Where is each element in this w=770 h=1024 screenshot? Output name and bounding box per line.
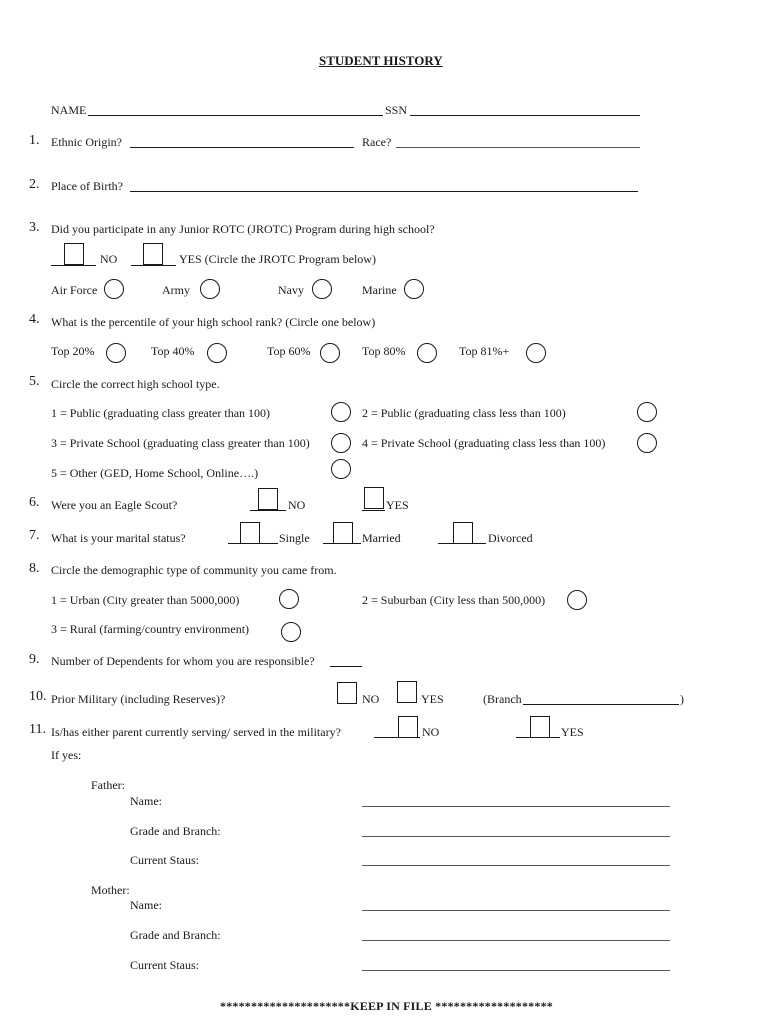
q8-number: 8. bbox=[29, 561, 40, 576]
ssn-label: SSN bbox=[385, 103, 408, 117]
jrotc-air-force-label: Air Force bbox=[51, 283, 98, 297]
ethnic-origin-field[interactable] bbox=[130, 147, 354, 148]
mother-name-label: Name: bbox=[130, 898, 162, 912]
rank-top40-label: Top 40% bbox=[151, 344, 195, 358]
footer-text: KEEP IN FILE bbox=[350, 999, 432, 1013]
q3-no-checkbox[interactable] bbox=[64, 243, 84, 265]
jrotc-navy-circle[interactable] bbox=[312, 279, 332, 299]
q3-no-label: NO bbox=[100, 252, 118, 266]
father-name-field[interactable] bbox=[362, 806, 670, 807]
community-urban-circle[interactable] bbox=[279, 589, 299, 609]
q10-no-checkbox[interactable] bbox=[337, 682, 357, 704]
q9-question: Number of Dependents for whom you are responsible? bbox=[51, 654, 315, 668]
q3-no-underline bbox=[51, 265, 96, 266]
q7-number: 7. bbox=[29, 528, 40, 543]
community-suburban-label: 2 = Suburban (City less than 500,000) bbox=[362, 593, 546, 607]
q7-divorced-checkbox[interactable] bbox=[453, 522, 473, 544]
q11-question: Is/has either parent currently serving/ served in the military? bbox=[51, 725, 341, 739]
q4-question: What is the percentile of your high school rank? (Circle one below) bbox=[51, 315, 376, 329]
mother-status-field[interactable] bbox=[362, 970, 670, 971]
q3-yes-underline bbox=[131, 265, 176, 266]
q10-branch-field[interactable] bbox=[523, 704, 679, 705]
q10-no-label: NO bbox=[362, 692, 380, 706]
q7-married-label: Married bbox=[362, 531, 401, 545]
rank-top60-circle[interactable] bbox=[320, 343, 340, 363]
school-type-2-label: 2 = Public (graduating class less than 100) bbox=[362, 406, 566, 420]
father-grade-field[interactable] bbox=[362, 836, 670, 837]
q9-number: 9. bbox=[29, 652, 40, 667]
q6-yes-underline bbox=[362, 510, 385, 511]
q3-number: 3. bbox=[29, 220, 40, 235]
q4-number: 4. bbox=[29, 312, 40, 327]
father-grade-label: Grade and Branch: bbox=[130, 824, 221, 838]
jrotc-army-label: Army bbox=[162, 283, 190, 297]
jrotc-marine-circle[interactable] bbox=[404, 279, 424, 299]
mother-grade-field[interactable] bbox=[362, 940, 670, 941]
q3-question: Did you participate in any Junior ROTC (JROTC) Program during high school? bbox=[51, 222, 435, 236]
name-label: NAME bbox=[51, 103, 87, 117]
school-type-4-circle[interactable] bbox=[637, 433, 657, 453]
school-type-5-circle[interactable] bbox=[331, 459, 351, 479]
rank-top60-label: Top 60% bbox=[267, 344, 311, 358]
place-of-birth-field[interactable] bbox=[130, 191, 638, 192]
q8-question: Circle the demographic type of community you came from. bbox=[51, 563, 337, 577]
father-label: Father: bbox=[91, 778, 125, 792]
footer-note bbox=[220, 1000, 553, 1012]
jrotc-army-circle[interactable] bbox=[200, 279, 220, 299]
community-suburban-circle[interactable] bbox=[567, 590, 587, 610]
q11-no-checkbox[interactable] bbox=[398, 716, 418, 738]
q2-number: 2. bbox=[29, 177, 40, 192]
rank-top81-circle[interactable] bbox=[526, 343, 546, 363]
name-field[interactable] bbox=[88, 115, 383, 116]
q5-question: Circle the correct high school type. bbox=[51, 377, 220, 391]
school-type-5-label: 5 = Other (GED, Home School, Online….) bbox=[51, 466, 259, 480]
race-field[interactable] bbox=[396, 147, 640, 148]
q5-number: 5. bbox=[29, 374, 40, 389]
if-yes-label: If yes: bbox=[51, 748, 82, 762]
rank-top80-circle[interactable] bbox=[417, 343, 437, 363]
rank-top20-circle[interactable] bbox=[106, 343, 126, 363]
q6-number: 6. bbox=[29, 495, 40, 510]
q10-yes-label: YES bbox=[421, 692, 444, 706]
q7-single-label: Single bbox=[279, 531, 310, 545]
q6-yes-checkbox[interactable] bbox=[364, 487, 384, 509]
rank-top81-label: Top 81%+ bbox=[459, 344, 510, 358]
page-title: STUDENT HISTORY bbox=[319, 53, 443, 68]
mother-label: Mother: bbox=[91, 883, 130, 897]
school-type-4-label: 4 = Private School (graduating class less than 100) bbox=[362, 436, 606, 450]
school-type-1-circle[interactable] bbox=[331, 402, 351, 422]
ethnic-origin-label: Ethnic Origin? bbox=[51, 135, 122, 149]
school-type-3-circle[interactable] bbox=[331, 433, 351, 453]
community-rural-label: 3 = Rural (farming/country environment) bbox=[51, 622, 250, 636]
school-type-2-circle[interactable] bbox=[637, 402, 657, 422]
dependents-field[interactable] bbox=[330, 666, 362, 667]
jrotc-air-force-circle[interactable] bbox=[104, 279, 124, 299]
school-type-3-label: 3 = Private School (graduating class greater than 100) bbox=[51, 436, 310, 450]
q3-yes-checkbox[interactable] bbox=[143, 243, 163, 265]
place-of-birth-label: Place of Birth? bbox=[51, 179, 123, 193]
father-status-field[interactable] bbox=[362, 865, 670, 866]
q7-question: What is your marital status? bbox=[51, 531, 186, 545]
mother-grade-label: Grade and Branch: bbox=[130, 928, 221, 942]
q10-branch-label: (Branch bbox=[483, 692, 522, 706]
q6-no-underline bbox=[250, 510, 286, 511]
q11-yes-label: YES bbox=[561, 725, 584, 739]
race-label: Race? bbox=[362, 135, 392, 149]
rank-top80-label: Top 80% bbox=[362, 344, 406, 358]
community-urban-label: 1 = Urban (City greater than 5000,000) bbox=[51, 593, 240, 607]
q7-married-checkbox[interactable] bbox=[333, 522, 353, 544]
q6-no-checkbox[interactable] bbox=[258, 488, 278, 510]
footer-stars-left: ********************* bbox=[220, 999, 351, 1013]
q6-yes-label: YES bbox=[386, 498, 409, 512]
jrotc-navy-label: Navy bbox=[278, 283, 304, 297]
q11-no-label: NO bbox=[422, 725, 440, 739]
q11-number: 11. bbox=[29, 722, 46, 737]
rank-top40-circle[interactable] bbox=[207, 343, 227, 363]
q11-yes-checkbox[interactable] bbox=[530, 716, 550, 738]
jrotc-marine-label: Marine bbox=[362, 283, 397, 297]
q1-number: 1. bbox=[29, 133, 40, 148]
ssn-field[interactable] bbox=[410, 115, 640, 116]
q10-yes-checkbox[interactable] bbox=[397, 681, 417, 703]
father-status-label: Current Staus: bbox=[130, 853, 199, 867]
rank-top20-label: Top 20% bbox=[51, 344, 95, 358]
q6-no-label: NO bbox=[288, 498, 306, 512]
q10-number: 10. bbox=[29, 689, 47, 704]
mother-name-field[interactable] bbox=[362, 910, 670, 911]
q7-single-checkbox[interactable] bbox=[240, 522, 260, 544]
school-type-1-label: 1 = Public (graduating class greater than 100) bbox=[51, 406, 271, 420]
father-name-label: Name: bbox=[130, 794, 162, 808]
q10-branch-close: ) bbox=[680, 692, 684, 706]
footer-stars-right: ******************* bbox=[435, 999, 553, 1013]
community-rural-circle[interactable] bbox=[281, 622, 301, 642]
q3-yes-label: YES (Circle the JROTC Program below) bbox=[179, 252, 376, 266]
q6-question: Were you an Eagle Scout? bbox=[51, 498, 178, 512]
mother-status-label: Current Staus: bbox=[130, 958, 199, 972]
q10-question: Prior Military (including Reserves)? bbox=[51, 692, 226, 706]
q7-divorced-label: Divorced bbox=[488, 531, 533, 545]
